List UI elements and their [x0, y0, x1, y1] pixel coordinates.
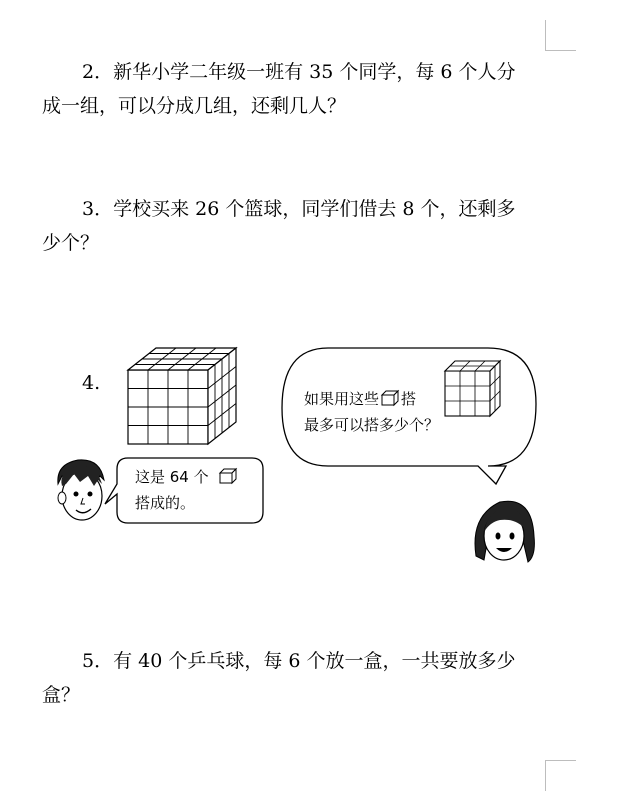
problem-3 [42, 192, 562, 260]
problem-2 [42, 55, 562, 123]
problem-2-line2: 成一组，可以分成几组，还剩几人？ [42, 95, 347, 117]
problem-5-line2: 盒？ [42, 684, 81, 706]
girl-bubble-line1-b: 搭 [401, 390, 417, 408]
problem-5-line1: 5．有 40 个乒乓球，每 6 个放一盒，一共要放多少 [82, 650, 516, 672]
small-cube-icon [219, 468, 237, 484]
girl-bubble-line1-a: 如果用这些 [304, 390, 380, 408]
target-cube-icon [443, 359, 503, 419]
problem-2-line1: 2．新华小学二年级一班有 35 个同学，每 6 个人分 [82, 61, 516, 83]
small-cube-icon [381, 390, 399, 406]
page-corner-bottom [545, 760, 576, 791]
problem-3-line1: 3．学校买来 26 个篮球，同学们借去 8 个，还剩多 [82, 198, 516, 220]
boy-face-icon [50, 456, 110, 526]
girl-bubble-line2: 最多可以搭多少个？ [304, 416, 440, 434]
page-corner-top [545, 20, 576, 51]
problem-3-line2: 少个？ [42, 232, 100, 254]
problem-4-number: 4. [82, 372, 101, 394]
girl-face-icon [470, 496, 536, 566]
boy-bubble-text [135, 464, 237, 516]
boy-bubble-line2: 搭成的。 [135, 494, 196, 512]
boy-bubble-line1: 这是 64 个 [135, 468, 209, 486]
cube-block-icon [126, 346, 241, 446]
problem-5 [42, 644, 562, 712]
